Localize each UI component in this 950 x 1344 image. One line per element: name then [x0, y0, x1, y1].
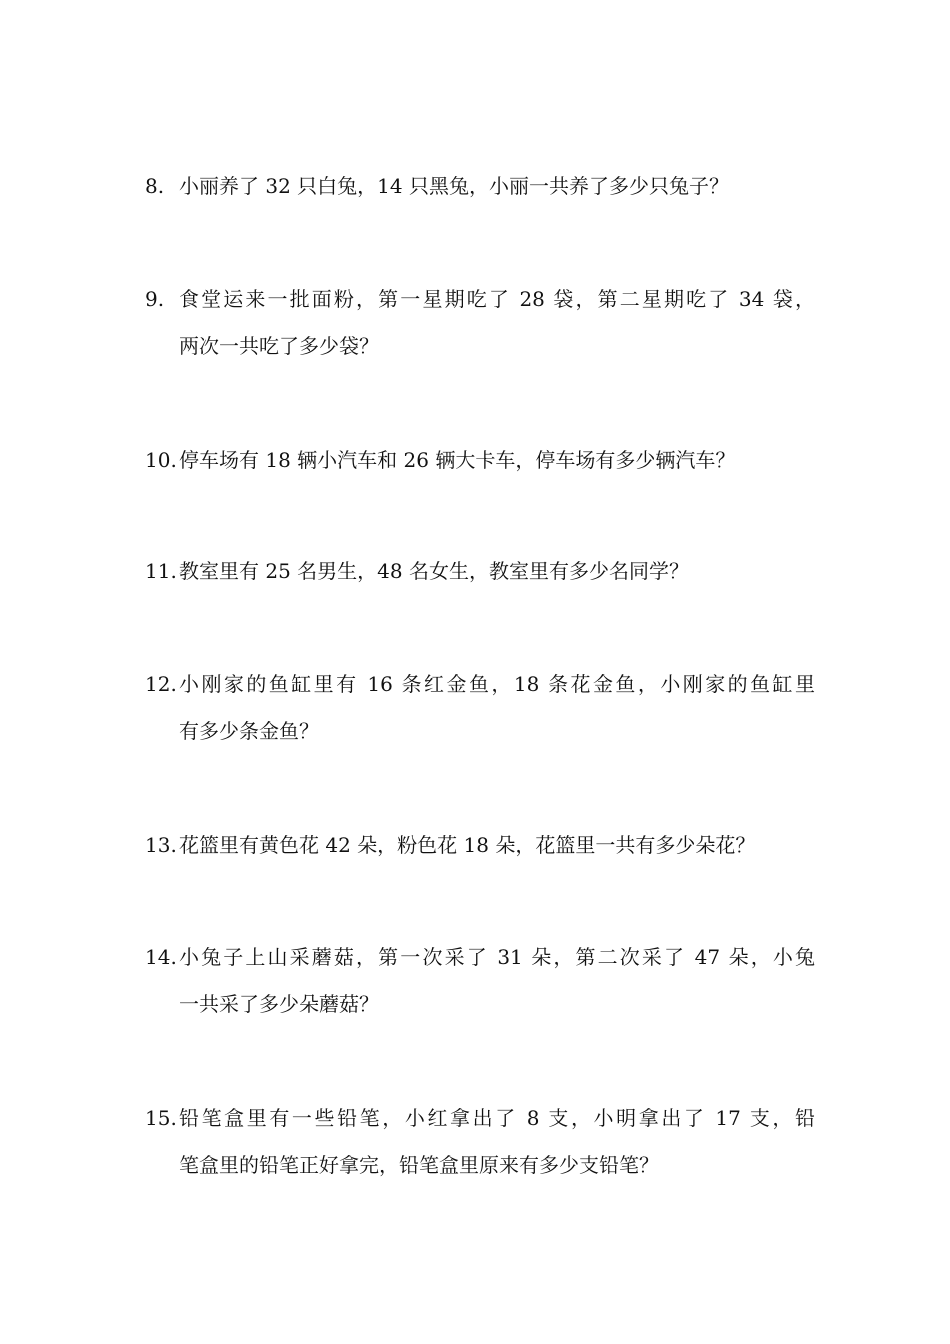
problem-13: [145, 822, 815, 869]
problem-number: 15.: [145, 1106, 177, 1130]
problem-text: 小兔子上山采蘑菇，第一次采了 31 朵，第二次采了 47 朵，小兔: [179, 945, 815, 969]
problem-number: 9.: [145, 287, 165, 311]
problem-text-continued: 两次一共吃了多少袋？: [179, 334, 379, 358]
problem-number: 10.: [145, 448, 177, 472]
problem-number: 12.: [145, 672, 177, 696]
problem-text: 花篮里有黄色花 42 朵，粉色花 18 朵，花篮里一共有多少朵花？: [179, 833, 756, 857]
problem-number: 11.: [145, 559, 177, 583]
problem-text: 小丽养了 32 只白兔，14 只黑兔，小丽一共养了多少只兔子？: [179, 174, 729, 198]
problem-number: 8.: [145, 174, 165, 198]
problem-text: 停车场有 18 辆小汽车和 26 辆大卡车，停车场有多少辆汽车？: [179, 448, 736, 472]
problem-number: 14.: [145, 945, 177, 969]
problem-11: [145, 548, 815, 595]
problem-text-continued: 有多少条金鱼？: [179, 719, 319, 743]
problem-8: [145, 163, 815, 210]
problem-9: [145, 276, 815, 370]
problem-text: 铅笔盒里有一些铅笔，小红拿出了 8 支，小明拿出了 17 支，铅: [179, 1106, 815, 1130]
problem-text-continued: 一共采了多少朵蘑菇？: [179, 992, 379, 1016]
problem-text: 食堂运来一批面粉，第一星期吃了 28 袋，第二星期吃了 34 袋，: [179, 287, 815, 311]
problem-10: [145, 437, 815, 484]
problem-12: [145, 661, 815, 755]
problem-number: 13.: [145, 833, 177, 857]
problem-15: [145, 1095, 815, 1189]
problem-text: 小刚家的鱼缸里有 16 条红金鱼，18 条花金鱼，小刚家的鱼缸里: [179, 672, 815, 696]
problem-text: 教室里有 25 名男生，48 名女生，教室里有多少名同学？: [179, 559, 689, 583]
problem-14: [145, 934, 815, 1028]
problem-text-continued: 笔盒里的铅笔正好拿完，铅笔盒里原来有多少支铅笔？: [179, 1153, 659, 1177]
